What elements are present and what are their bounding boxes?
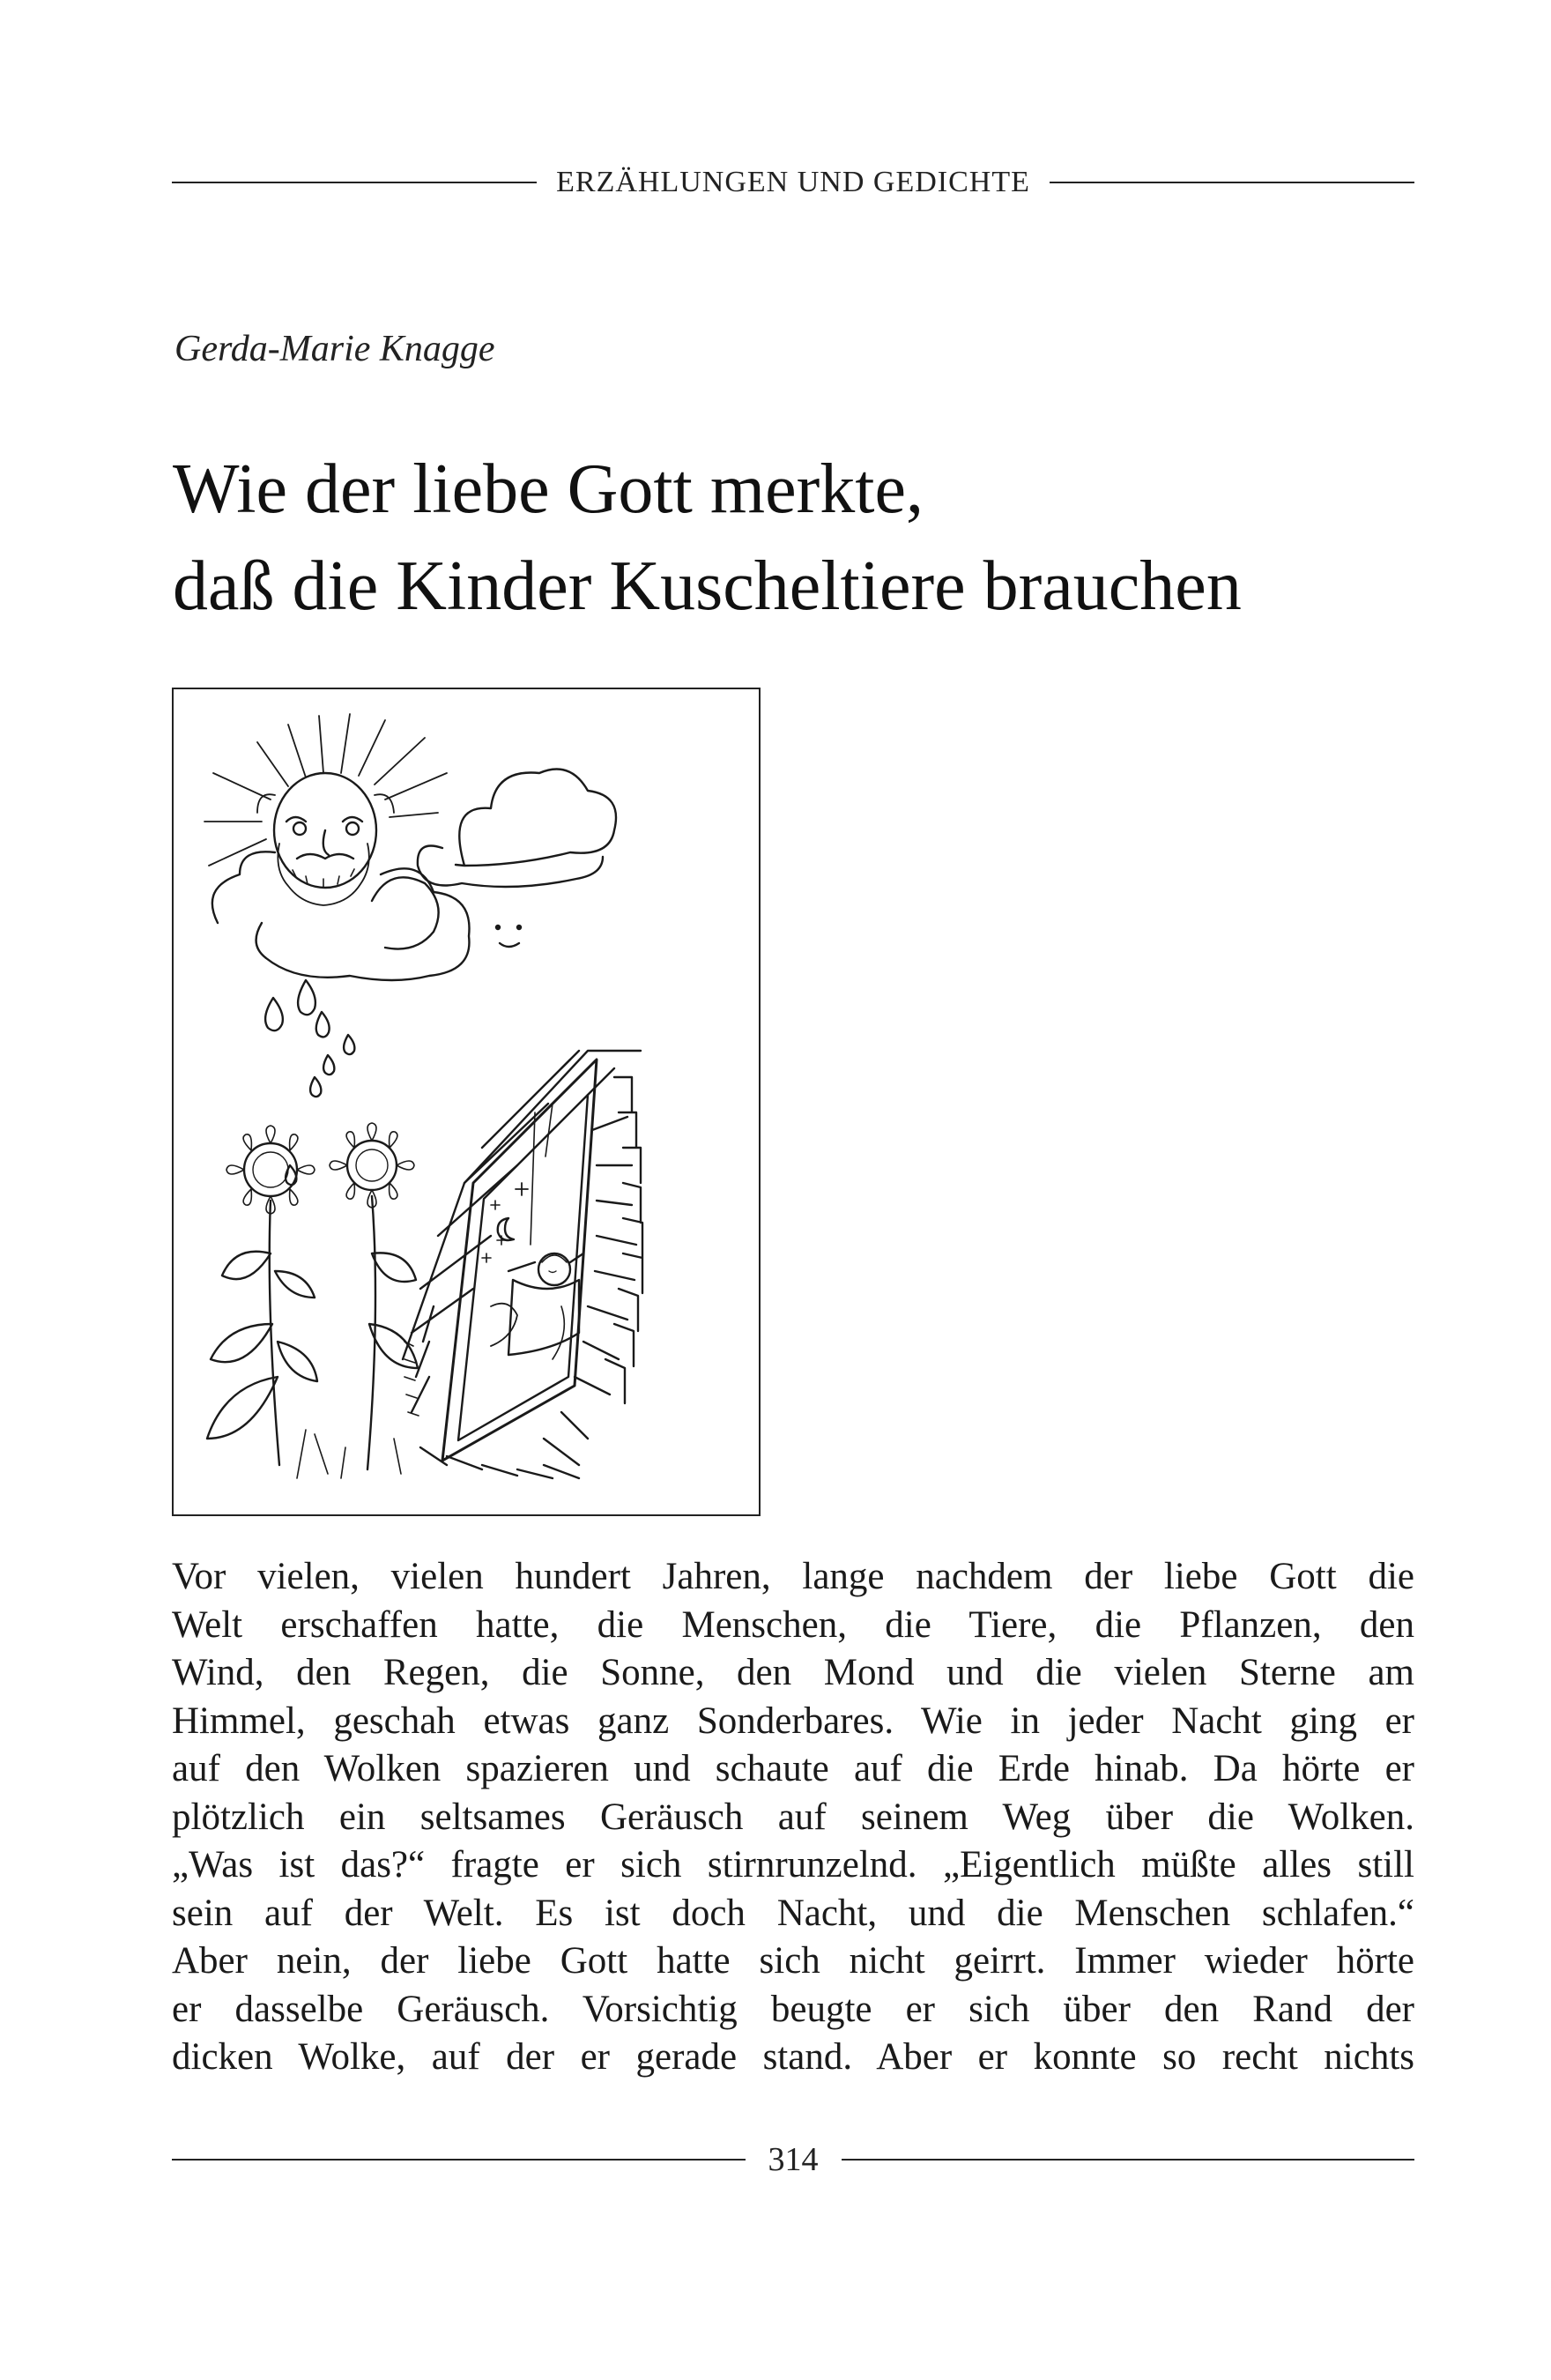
text-line: Wind, den Regen, die Sonne, den Mond und die vielen Sterne am <box>172 1652 1414 1693</box>
story-text <box>172 1553 1414 2082</box>
title-line: daß die Kinder Kuscheltiere brauchen <box>173 547 1242 625</box>
god-face-in-cloud-icon <box>204 714 470 980</box>
running-title: ERZÄHLUNGEN UND GEDICHTE <box>556 166 1030 198</box>
story-title <box>173 441 1424 635</box>
footer-rule-left <box>172 2159 746 2161</box>
page-number: 314 <box>768 2141 819 2178</box>
illustration <box>172 688 761 1516</box>
smiling-cloud-icon <box>372 770 616 949</box>
text-line: auf den Wolken spazieren und schaute auf die Erde hinab. Da hörte er <box>172 1748 1414 1789</box>
footer-rule-right <box>842 2159 1415 2161</box>
title-line: Wie der liebe Gott merkte, <box>173 450 924 528</box>
text-line: Welt erschaffen hatte, die Menschen, die Tiere, die Pflanzen, den <box>172 1603 1414 1646</box>
header-rule-left <box>172 182 537 183</box>
author-name: Gerda-Marie Knagge <box>174 329 495 369</box>
running-header <box>172 166 1414 199</box>
text-line: plötzlich ein seltsames Geräusch auf seinem Weg über die Wolken. <box>172 1796 1414 1838</box>
text-line: Aber nein, der liebe Gott hatte sich nicht geirrt. Immer wieder hörte <box>172 1940 1414 1982</box>
sleeping-child-icon <box>491 1253 583 1359</box>
text-line: sein auf der Welt. Es ist doch Nacht, und die Menschen schlafen.“ <box>172 1892 1414 1934</box>
text-line: dicken Wolke, auf der er gerade stand. Aber er konnte so recht nichts <box>172 2036 1414 2078</box>
brick-wall-window-icon <box>403 1051 642 1478</box>
sunflowers-icon <box>207 1123 418 1478</box>
text-line: Vor vielen, vielen hundert Jahren, lange nachdem der liebe Gott die <box>172 1556 1414 1597</box>
text-line: er dasselbe Geräusch. Vorsichtig beugte er sich über den Rand der <box>172 1988 1414 2030</box>
text-line: „Was ist das?“ fragte er sich stirnrunzelnd. „Eigentlich müßte alles still <box>172 1844 1414 1885</box>
header-rule-right <box>1050 182 1414 183</box>
page-footer <box>172 2140 1414 2179</box>
text-line: Himmel, geschah etwas ganz Sonderbares. Wie in jeder Nacht ging er <box>172 1699 1414 1742</box>
